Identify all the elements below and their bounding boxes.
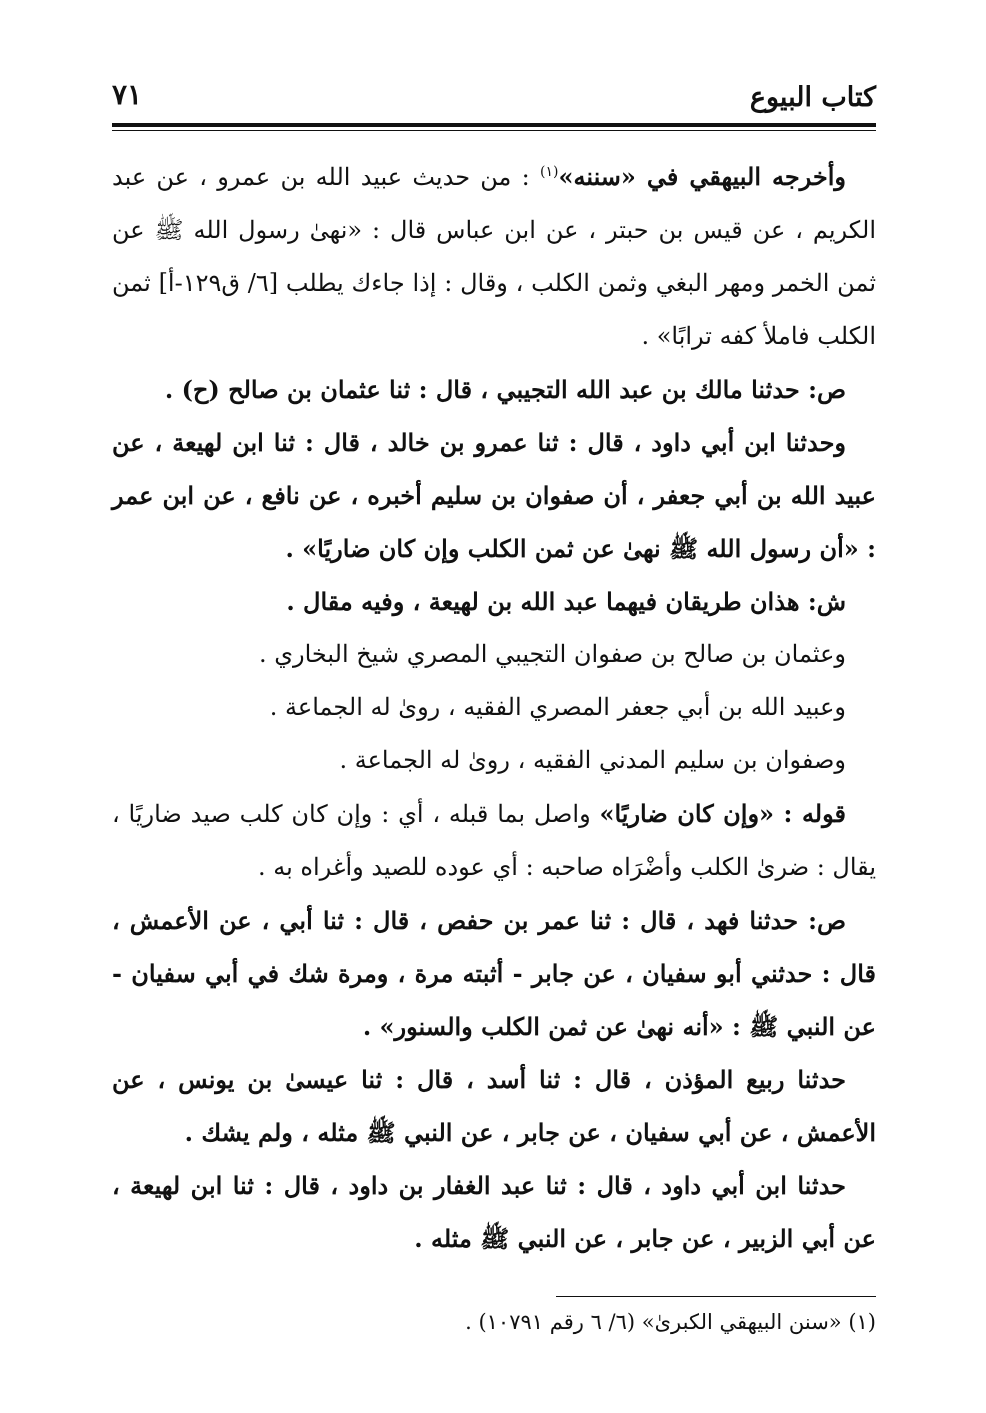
paragraph: وعثمان بن صالح بن صفوان التجيبي المصري شيخ البخاري . <box>258 640 846 668</box>
paragraph-lead: وأخرجه البيهقي في «سننه» <box>558 162 847 191</box>
header-rule <box>112 123 876 127</box>
page-header <box>112 70 876 120</box>
header-rule-thin <box>112 130 876 131</box>
paragraph: حدثنا ربيع المؤذن ، قال : ثنا أسد ، قال : ثنا عيسىٰ بن يونس ، عن الأعمش ، عن أبي سفيان ، عن جابر ، عن النبي ﷺ مثله ، ولم يشك . <box>112 1065 876 1147</box>
paragraph <box>112 787 876 894</box>
paragraph: ش: هذان طريقان فيهما عبد الله بن لهيعة ، وفيه مقال . <box>286 587 846 616</box>
page-number: ٧١ <box>112 78 143 111</box>
footnote: (١) «سنن البيهقي الكبرىٰ» (٦/ ٦ رقم ١٠٧٩١) . <box>465 1310 876 1334</box>
paragraph-text: : من حديث عبيد الله بن عمرو ، عن عبد الكريم ، عن قيس بن حبتر ، عن ابن عباس قال : «نهىٰ رسول الله ﷺ عن ثمن الخمر ومهر البغي وثمن الكلب ، وقال : إذا جاءك يطلب [٦/ ق١٢٩-أ] ثمن الكلب فاملأ كفه ترابًا» . <box>112 163 876 350</box>
paragraph: وصفوان بن سليم المدني الفقيه ، روىٰ له الجماعة . <box>339 746 846 774</box>
paragraph: ص: حدثنا فهد ، قال : ثنا عمر بن حفص ، قال : ثنا أبي ، عن الأعمش ، قال : حدثني أبو سفيان ، عن جابر - أثبته مرة ، ومرة شك في أبي سفيان - عن النبي ﷺ : «أنه نهىٰ عن ثمن الكلب والسنور» . <box>112 906 876 1041</box>
book-title: كتاب البيوع <box>749 82 876 113</box>
paragraph: ص: حدثنا مالك بن عبد الله التجيبي ، قال : ثنا عثمان بن صالح (ح) . <box>164 375 846 404</box>
main-text <box>112 150 876 1265</box>
paragraph-text: واصل بما قبله ، أي : وإن كان كلب صيد ضاريًا ، يقال : ضرىٰ الكلب وأضْرَاه صاحبه : أي عوده للصيد وأغراه به . <box>112 800 876 881</box>
footnote-ref: (١) <box>539 164 559 180</box>
paragraph: وحدثنا ابن أبي داود ، قال : ثنا عمرو بن خالد ، قال : ثنا ابن لهيعة ، عن عبيد الله بن أبي جعفر ، أن صفوان بن سليم أخبره ، عن نافع ، عن ابن عمر : «أن رسول الله ﷺ نهىٰ عن ثمن الكلب وإن كان ضاريًا» . <box>112 428 876 563</box>
paragraph: وعبيد الله بن أبي جعفر المصري الفقيه ، روىٰ له الجماعة . <box>269 693 846 721</box>
paragraph-lead: قوله : «وإن كان ضاريًا» <box>599 799 846 828</box>
paragraph <box>112 150 876 363</box>
footnote-rule <box>556 1296 876 1297</box>
paragraph: حدثنا ابن أبي داود ، قال : ثنا عبد الغفار بن داود ، قال : ثنا ابن لهيعة ، عن أبي الزبير ، عن جابر ، عن النبي ﷺ مثله . <box>112 1171 876 1253</box>
